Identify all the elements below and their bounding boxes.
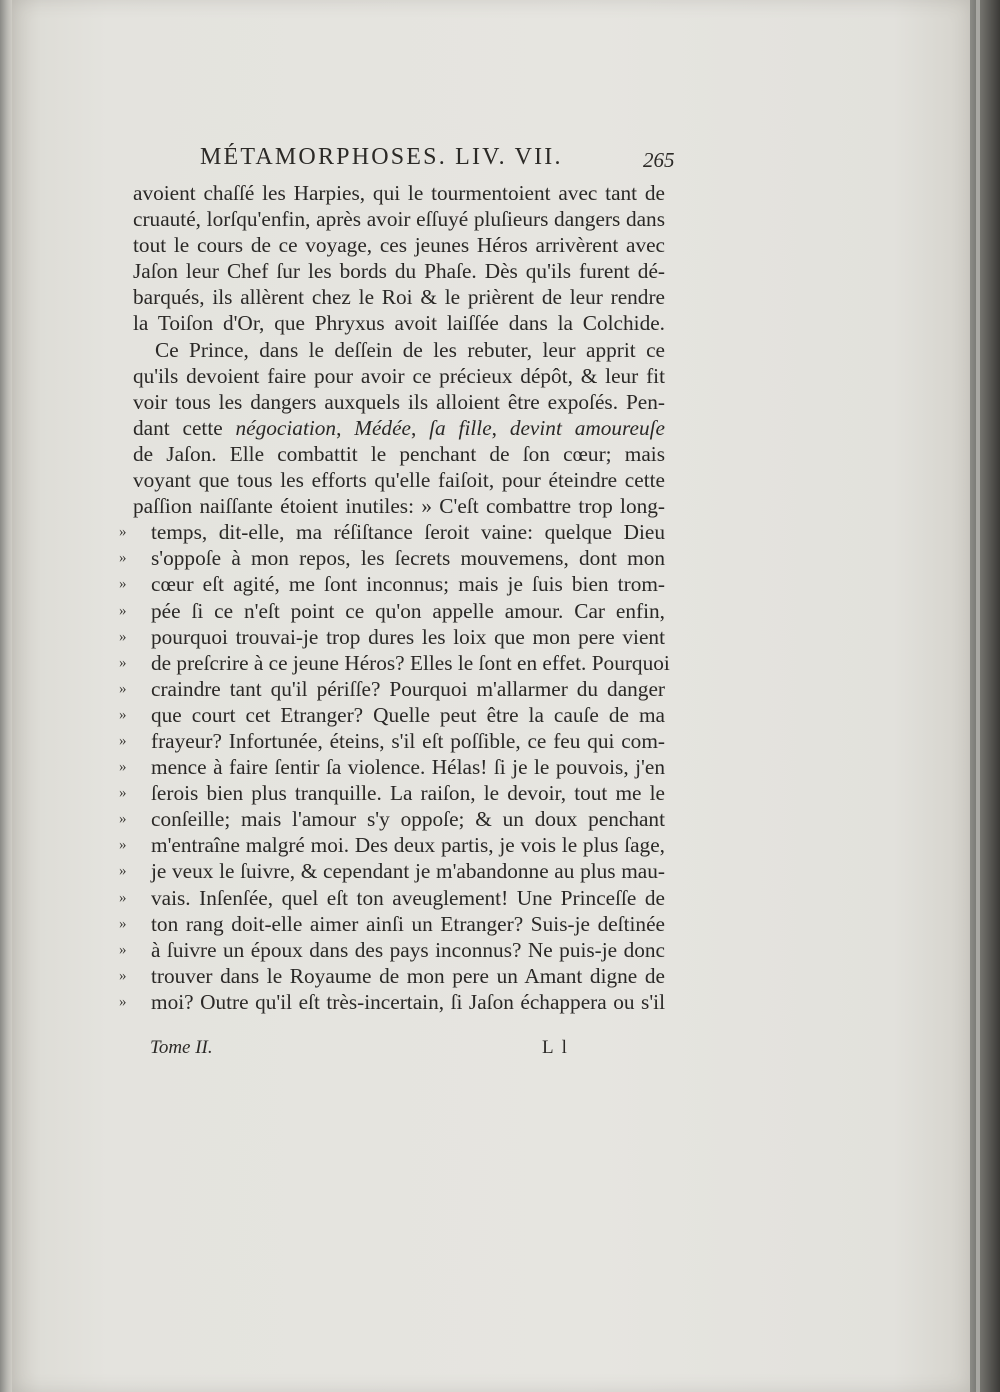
quotation-mark: » [119, 524, 127, 541]
line-text: cœur eſt agité, me ſont inconnus; mais je ſuis bien trom- [151, 572, 665, 597]
text-line [119, 519, 665, 545]
quotation-mark: » [119, 680, 127, 697]
text-line [119, 754, 665, 780]
line-text: voyant que tous les efforts qu'elle faiſoit, pour éteindre cette [133, 468, 665, 493]
quotation-mark: » [119, 602, 127, 619]
quotation-mark: » [119, 550, 127, 567]
quotation-mark: » [119, 967, 127, 984]
line-text: tout le cours de ce voyage, ces jeunes Héros arrivèrent avec [133, 233, 665, 258]
quotation-mark: » [119, 628, 127, 645]
quotation-mark: » [119, 654, 127, 671]
line-text: cruauté, lorſqu'enfin, après avoir eſſuyé pluſieurs dangers dans [133, 207, 665, 232]
line-text: s'oppoſe à mon repos, les ſecrets mouvemens, dont mon [151, 546, 665, 571]
text-line [119, 937, 665, 963]
line-text: de Jaſon. Elle combattit le penchant de ſon cœur; mais [133, 441, 665, 466]
line-text: que court cet Etranger? Quelle peut être la cauſe de ma [151, 702, 665, 727]
line-text: moi? Outre qu'il eſt très-incertain, ſi Jaſon échappera ou s'il [151, 989, 665, 1014]
line-text: conſeille; mais l'amour s'y oppoſe; & un doux penchant [151, 807, 665, 832]
quotation-mark: » [119, 759, 127, 776]
text-line [119, 571, 665, 597]
text-line [119, 598, 665, 624]
text-line [119, 911, 665, 937]
volume-label: Tome II. [150, 1037, 213, 1058]
text-line [133, 441, 665, 467]
line-text: Ce Prince, dans le deſſein de les rebuter, leur apprit ce [155, 337, 665, 362]
page-number: 265 [643, 148, 675, 172]
text-line [119, 989, 665, 1015]
line-text: voir tous les dangers auxquels ils alloient être expoſés. Pen- [133, 389, 665, 414]
quotation-mark: » [119, 576, 127, 593]
quotation-mark: » [119, 837, 127, 854]
text-line [133, 284, 665, 310]
text-line [133, 206, 665, 232]
line-text: ſerois bien plus tranquille. La raiſon, le devoir, tout me le [151, 781, 665, 806]
line-text: barqués, ils allèrent chez le Roi & le prièrent de leur rendre [133, 285, 665, 310]
line-text: Jaſon leur Chef ſur les bords du Phaſe. Dès qu'ils furent dé- [133, 259, 665, 284]
page-edge-strip [976, 0, 980, 1392]
quotation-mark: » [119, 863, 127, 880]
line-text: ton rang doit-elle aimer ainſi un Etranger? Suis-je deſtinée [151, 911, 665, 936]
line-text: de preſcrire à ce jeune Héros? Elles le ſont en effet. Pourquoi [151, 650, 670, 675]
text-line [133, 258, 665, 284]
line-text: je veux le ſuivre, & cependant je m'abandonne au plus mau- [151, 859, 665, 884]
text-line [119, 806, 665, 832]
quotation-mark: » [119, 993, 127, 1010]
line-text: trouver dans le Royaume de mon pere un Amant digne de [151, 963, 665, 988]
line-text: qu'ils devoient faire pour avoir ce précieux dépôt, & leur fit [133, 363, 665, 388]
running-head [200, 144, 680, 184]
quotation-mark: » [119, 811, 127, 828]
line-text: pée ſi ce n'eſt point ce qu'on appelle amour. Car enfin, [151, 598, 665, 623]
text-line [119, 832, 665, 858]
line-text: craindre tant qu'il périſſe? Pourquoi m'allarmer du danger [151, 676, 665, 701]
text-line [119, 650, 670, 676]
text-line [119, 728, 665, 754]
signature-mark: L l [542, 1037, 569, 1058]
text-line [119, 545, 665, 571]
text-line [119, 676, 665, 702]
line-text: mence à faire ſentir ſa violence. Hélas! ſi je le pouvois, j'en [151, 755, 665, 780]
body-text [119, 180, 670, 1015]
line-text: frayeur? Infortunée, éteins, s'il eſt poſſible, ce feu qui com- [151, 728, 665, 753]
line-text: avoient chaſſé les Harpies, qui le tourmentoient avec tant de [133, 181, 665, 205]
text-line [119, 780, 665, 806]
line-text: la Toiſon d'Or, que Phryxus avoit laiſſée dans la Colchide. [133, 311, 665, 336]
quotation-mark: » [119, 785, 127, 802]
quotation-mark: » [119, 941, 127, 958]
line-text: à ſuivre un époux dans des pays inconnus? Ne puis-je donc [151, 937, 665, 962]
line-text: dant cette négociation, Médée, ſa fille, devint amoureuſe [133, 415, 665, 440]
text-line [133, 310, 665, 336]
text-line [133, 467, 665, 493]
quotation-mark: » [119, 706, 127, 723]
line-text: m'entraîne malgré moi. Des deux partis, je vois le plus ſage, [151, 833, 665, 858]
quotation-mark: » [119, 889, 127, 906]
text-line [119, 858, 665, 884]
text-line [133, 415, 665, 441]
line-text: pourquoi trouvai-je trop dures les loix que mon pere vient [151, 624, 665, 649]
text-line [133, 363, 665, 389]
text-line [133, 232, 665, 258]
line-text: vais. Inſenſée, quel eſt ton aveuglement! Une Princeſſe de [151, 885, 665, 910]
quotation-mark: » [119, 732, 127, 749]
running-title: MÉTAMORPHOSES. LIV. VII. [200, 144, 563, 170]
binding-gutter [0, 0, 12, 1392]
text-line [119, 702, 665, 728]
page-footer [150, 1037, 590, 1067]
text-line [133, 337, 665, 363]
text-line [133, 493, 665, 519]
line-text: temps, dit-elle, ma réſiſtance ſeroit vaine: quelque Dieu [151, 520, 665, 545]
page-edge [970, 0, 1000, 1392]
text-line [119, 963, 665, 989]
text-line [119, 885, 665, 911]
text-line [119, 624, 665, 650]
text-line [133, 180, 665, 206]
line-text: paſſion naiſſante étoient inutiles: » C'eſt combattre trop long- [133, 494, 665, 519]
text-line [133, 389, 665, 415]
quotation-mark: » [119, 915, 127, 932]
